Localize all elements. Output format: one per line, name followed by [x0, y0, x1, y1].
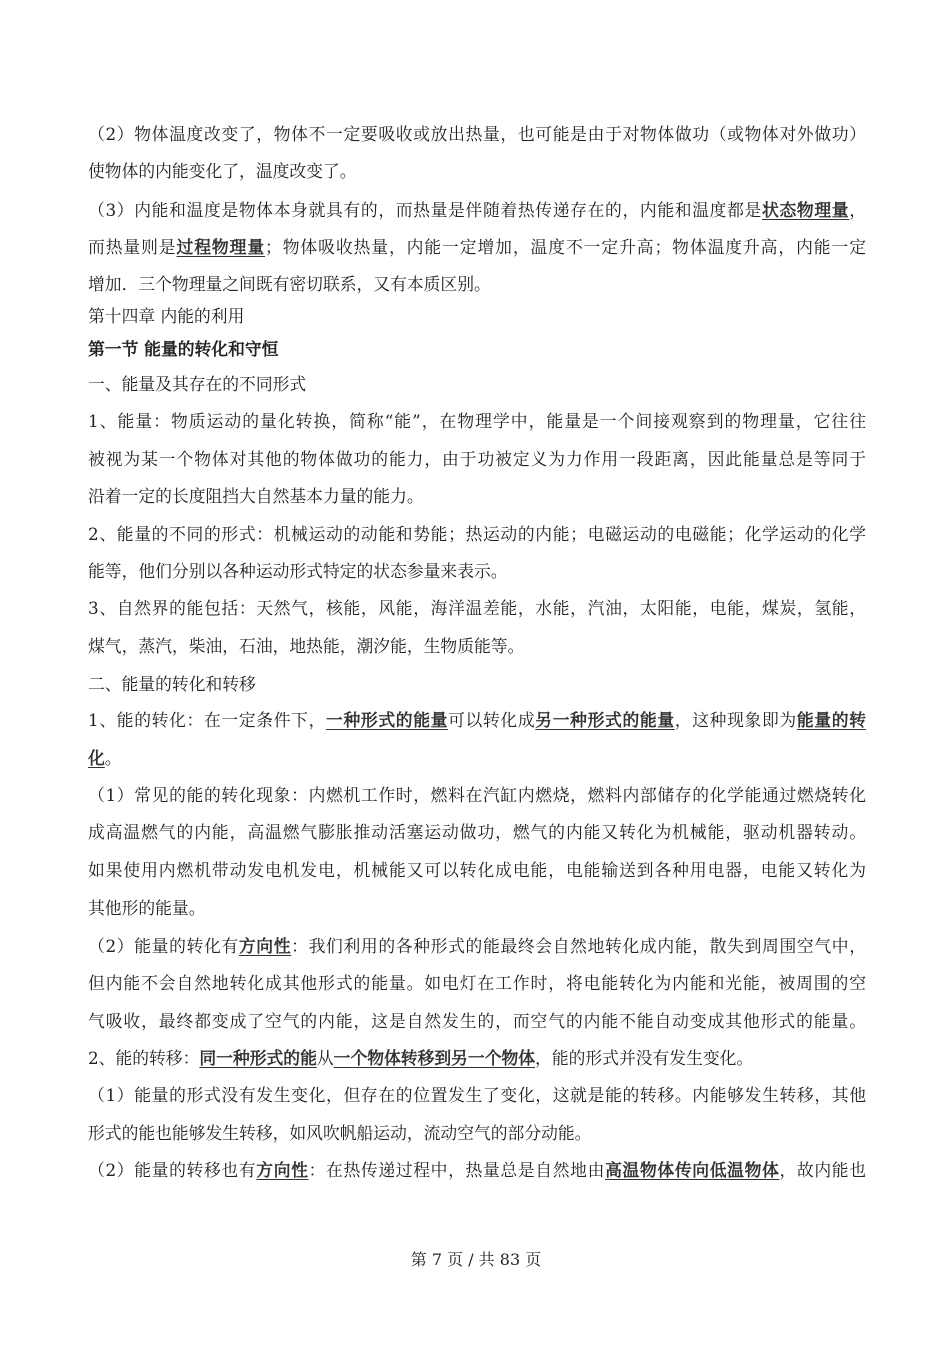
text-segment: 能等，他们分别以各种运动形式特定的状态参量来表示。: [88, 561, 508, 581]
text-line: [88, 1010, 866, 1032]
text-segment: 形式的能也能够发生转移，如风吹帆船运动，流动空气的部分动能。: [88, 1123, 592, 1143]
text-segment: 沿着一定的长度阻挡大自然基本力量的能力。: [88, 486, 424, 506]
text-segment: 其他形的能量。: [88, 898, 206, 918]
text-line: [88, 709, 866, 731]
underlined-key-term: 过程物理量: [176, 237, 266, 257]
text-segment: 可以转化成: [448, 710, 536, 730]
text-line: [88, 935, 866, 957]
text-segment: 但内能不会自然地转化成其他形式的能量。如电灯在工作时，将电能转化为内能和光能，被周围的空: [88, 973, 866, 993]
text-segment: 而热量则是: [88, 237, 177, 257]
text-segment: 如果使用内燃机带动发电机发电，机械能又可以转化成电能，电能输送到各种用电器，电能又转化为: [88, 860, 866, 880]
text-line: [88, 1159, 866, 1181]
text-segment: （1）能量的形式没有发生变化，但存在的位置发生了变化，这就是能的转移。内能够发生转移，其他: [88, 1085, 866, 1105]
page-number-footer: 第 7 页 / 共 83 页: [410, 1250, 542, 1269]
text-segment: 2、能量的不同的形式：机械运动的动能和势能；热运动的内能；电磁运动的电磁能；化学运动的化学: [88, 524, 866, 544]
text-segment: 二、能量的转化和转移: [88, 674, 256, 694]
underlined-key-term: 方向性: [238, 936, 292, 956]
text-segment: ，故内能也: [779, 1160, 866, 1180]
text-segment: 被视为某一个物体对其他的物体做功的能力，由于功被定义为力作用一段距离，因此能量总是等同于: [88, 449, 866, 469]
underlined-key-term: 方向性: [256, 1160, 309, 1180]
text-segment: （2）能量的转移也有: [88, 1160, 257, 1180]
text-line: [88, 1084, 866, 1106]
underlined-key-term: 化: [88, 748, 105, 768]
text-segment: 气吸收，最终都变成了空气的内能，这是自然发生的，而空气的内能不能自动变成其他形式的能量。: [88, 1011, 866, 1031]
text-segment: 3、自然界的能包括：天然气，核能，风能，海洋温差能，水能，汽油，太阳能，电能，煤炭，氢能，: [88, 598, 866, 618]
section-heading: [88, 338, 866, 360]
text-line: [88, 972, 866, 994]
text-segment: 1、能量：物质运动的量化转换，简称“能”，在物理学中，能量是一个间接观察到的物理量，它往往: [88, 411, 866, 431]
text-segment: 使物体的内能变化了，温度改变了。: [88, 161, 357, 181]
text-segment: ，这种现象即为: [674, 710, 797, 730]
text-segment: 第一节 能量的转化和守恒: [88, 339, 279, 359]
text-segment: ；物体吸收热量，内能一定增加，温度不一定升高；物体温度升高，内能一定: [265, 237, 866, 257]
underlined-key-term: 高温物体传向低温物体: [605, 1160, 780, 1180]
text-line: [88, 123, 866, 145]
text-segment: 成高温燃气的内能，高温燃气膨胀推动活塞运动做功，燃气的内能又转化为机械能，驱动机器转动。: [88, 822, 866, 842]
subsection-heading: [88, 373, 866, 395]
chapter-heading: [88, 305, 866, 327]
text-line: [88, 747, 866, 769]
text-line: [88, 160, 866, 182]
text-segment: 从: [316, 1048, 334, 1068]
underlined-key-term: 一种形式的能量: [326, 710, 449, 730]
text-line: [88, 821, 866, 843]
text-line: [88, 784, 866, 806]
underlined-key-term: 另一种形式的能量: [535, 710, 675, 730]
underlined-key-term: 状态物理量: [762, 200, 850, 220]
text-segment: 增加．三个物理量之间既有密切联系，又有本质区别。: [88, 274, 491, 294]
text-line: [88, 410, 866, 432]
text-line: [88, 635, 866, 657]
text-line: [88, 485, 866, 507]
text-segment: （2）能量的转化有: [88, 936, 239, 956]
text-segment: 煤气，蒸汽，柴油，石油，地热能，潮汐能，生物质能等。: [88, 636, 525, 656]
text-segment: （3）内能和温度是物体本身就具有的，而热量是伴随着热传递存在的，内能和温度都是: [88, 200, 762, 220]
text-segment: 一、能量及其存在的不同形式: [88, 374, 307, 394]
underlined-key-term: 能量的转: [796, 710, 866, 730]
text-line: [88, 897, 866, 919]
text-line: [88, 1047, 866, 1069]
text-line: [88, 273, 866, 295]
text-segment: （2）物体温度改变了，物体不一定要吸收或放出热量，也可能是由于对物体做功（或物体对外做功）: [88, 124, 866, 144]
text-line: [88, 448, 866, 470]
text-segment: ：我们利用的各种形式的能最终会自然地转化成内能，散失到周围空气中，: [291, 936, 866, 956]
text-line: [88, 1122, 866, 1144]
text-line: [88, 523, 866, 545]
text-line: [88, 560, 866, 582]
text-line: [88, 199, 866, 221]
underlined-key-term: 一个物体转移到另一个物体: [333, 1048, 536, 1068]
text-line: [88, 859, 866, 881]
text-line: [88, 236, 866, 258]
text-segment: （1）常见的能的转化现象：内燃机工作时，燃料在汽缸内燃烧，燃料内部储存的化学能通过燃烧转化: [88, 785, 866, 805]
text-segment: ：在热传递过程中，热量总是自然地由: [308, 1160, 606, 1180]
text-segment: 1、能的转化：在一定条件下，: [88, 710, 327, 730]
text-line: [88, 597, 866, 619]
text-segment: ，: [849, 200, 866, 220]
underlined-key-term: 同一种形式的能: [199, 1048, 317, 1068]
subsection-heading: [88, 673, 866, 695]
text-segment: 2、能的转移：: [88, 1048, 200, 1068]
text-segment: 第十四章 内能的利用: [88, 306, 245, 326]
text-segment: 。: [104, 748, 122, 768]
text-segment: ，能的形式并没有发生变化。: [535, 1048, 754, 1068]
